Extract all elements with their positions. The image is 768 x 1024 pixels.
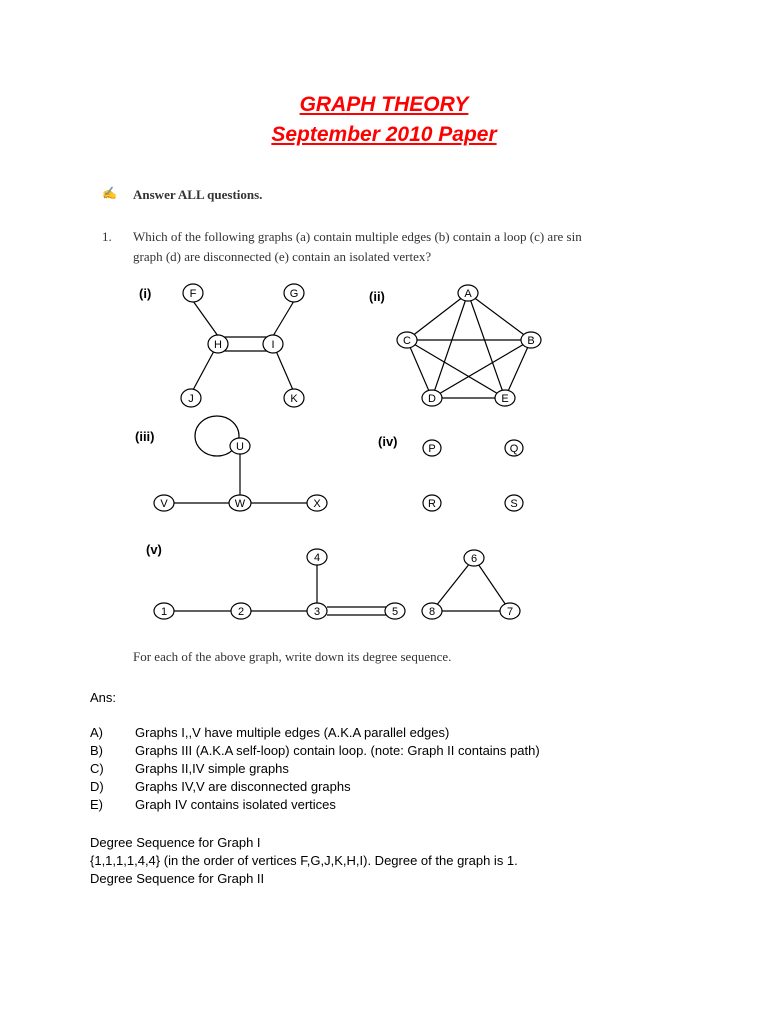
degree-sequence-graph-1: {1,1,1,1,4,4} (in the order of vertices F,G,J,K,H,I). Degree of the graph is 1.: [90, 853, 518, 868]
graph-v: [146, 542, 520, 619]
vertex-label: 4: [313, 552, 321, 564]
edge: [432, 293, 468, 398]
answer-text: Graphs III (A.K.A self-loop) contain loop. (note: Graph II contains path): [135, 743, 540, 758]
edge: [505, 340, 531, 398]
vertex-label: Q: [509, 443, 519, 455]
degree-heading-graph-1: Degree Sequence for Graph I: [90, 835, 261, 850]
pencil-icon: ✍: [102, 186, 117, 200]
edge: [474, 558, 510, 611]
graph-i: [139, 284, 304, 407]
degree-heading-graph-2: Degree Sequence for Graph II: [90, 871, 265, 886]
vertex: [521, 332, 541, 348]
vertex-label: 2: [237, 606, 245, 618]
vertex: [505, 440, 523, 456]
vertex: [154, 603, 174, 619]
answer-letter: A): [90, 725, 103, 740]
vertex-label: F: [189, 288, 197, 300]
graph-iv: [378, 434, 523, 511]
vertex-label: P: [428, 443, 436, 455]
edge: [407, 293, 468, 340]
question-text-line-1: Which of the following graphs (a) contain multiple edges (b) contain a loop (c) are sin: [133, 229, 582, 244]
edge: [468, 293, 505, 398]
vertex: [284, 284, 304, 302]
instruction-text: Answer ALL questions.: [133, 187, 263, 202]
edge: [193, 351, 214, 390]
vertex: [505, 495, 523, 511]
vertex-label: W: [234, 498, 246, 510]
vertex-label: B: [527, 335, 535, 347]
answer-letter: E): [90, 797, 103, 812]
vertex-label: 8: [428, 606, 436, 618]
vertex: [423, 495, 441, 511]
vertex: [307, 549, 327, 565]
answer-text: Graphs IV,V are disconnected graphs: [135, 779, 351, 794]
vertex: [230, 438, 250, 454]
graph-label: (v): [146, 542, 162, 557]
vertex: [422, 390, 442, 406]
vertex-label: K: [290, 393, 298, 405]
vertex: [154, 495, 174, 511]
answer-text: Graphs II,IV simple graphs: [135, 761, 289, 776]
edge: [273, 301, 294, 336]
graphs-figure: [0, 270, 768, 640]
edge: [407, 340, 432, 398]
answer-letter: B): [90, 743, 103, 758]
vertex: [423, 440, 441, 456]
vertex-label: 3: [313, 606, 321, 618]
vertex: [397, 332, 417, 348]
vertex: [385, 603, 405, 619]
edge: [276, 351, 293, 390]
graph-iii: [135, 416, 327, 511]
vertex: [208, 335, 228, 353]
edge: [432, 558, 474, 611]
vertex-label: E: [501, 393, 509, 405]
vertex-label: U: [236, 441, 244, 453]
vertex: [422, 603, 442, 619]
graph-label: (ii): [369, 289, 385, 304]
vertex-label: R: [428, 498, 436, 510]
answer-letter: C): [90, 761, 104, 776]
edge: [407, 340, 505, 398]
vertex: [229, 495, 251, 511]
vertex-label: D: [428, 393, 436, 405]
vertex-label: I: [271, 339, 275, 351]
answer-text: Graph IV contains isolated vertices: [135, 797, 336, 812]
vertex: [458, 285, 478, 301]
vertex-label: A: [464, 288, 472, 300]
graph-label: (iv): [378, 434, 398, 449]
question-number: 1.: [102, 229, 112, 244]
question-footer: For each of the above graph, write down its degree sequence.: [133, 649, 452, 664]
vertex: [495, 390, 515, 406]
vertex-label: 6: [470, 553, 478, 565]
title-line-1: GRAPH THEORY: [299, 93, 469, 116]
graph-ii: [369, 285, 541, 406]
edge: [193, 301, 218, 336]
vertex-label: J: [188, 393, 194, 405]
answer-text: Graphs I,,V have multiple edges (A.K.A parallel edges): [135, 725, 450, 740]
vertex-label: V: [160, 498, 168, 510]
answer-heading: Ans:: [90, 690, 117, 705]
vertex: [231, 603, 251, 619]
vertex-label: C: [403, 335, 411, 347]
title-line-2: September 2010 Paper: [271, 123, 497, 146]
vertex-label: H: [214, 339, 222, 351]
vertex: [307, 495, 327, 511]
vertex: [500, 603, 520, 619]
graph-label: (iii): [135, 429, 155, 444]
vertex: [464, 550, 484, 566]
vertex-label: S: [510, 498, 518, 510]
vertex-label: 7: [506, 606, 514, 618]
edge: [432, 340, 531, 398]
vertex: [284, 389, 304, 407]
vertex: [183, 284, 203, 302]
vertex: [263, 335, 283, 353]
question-text-line-2: graph (d) are disconnected (e) contain an isolated vertex?: [133, 249, 432, 264]
answer-letter: D): [90, 779, 104, 794]
vertex-label: 5: [391, 606, 399, 618]
vertex: [307, 603, 327, 619]
vertex-label: 1: [160, 606, 168, 618]
vertex: [181, 389, 201, 407]
vertex-label: X: [313, 498, 321, 510]
graph-label: (i): [139, 286, 152, 301]
edge: [468, 293, 531, 340]
vertex-label: G: [289, 288, 299, 300]
